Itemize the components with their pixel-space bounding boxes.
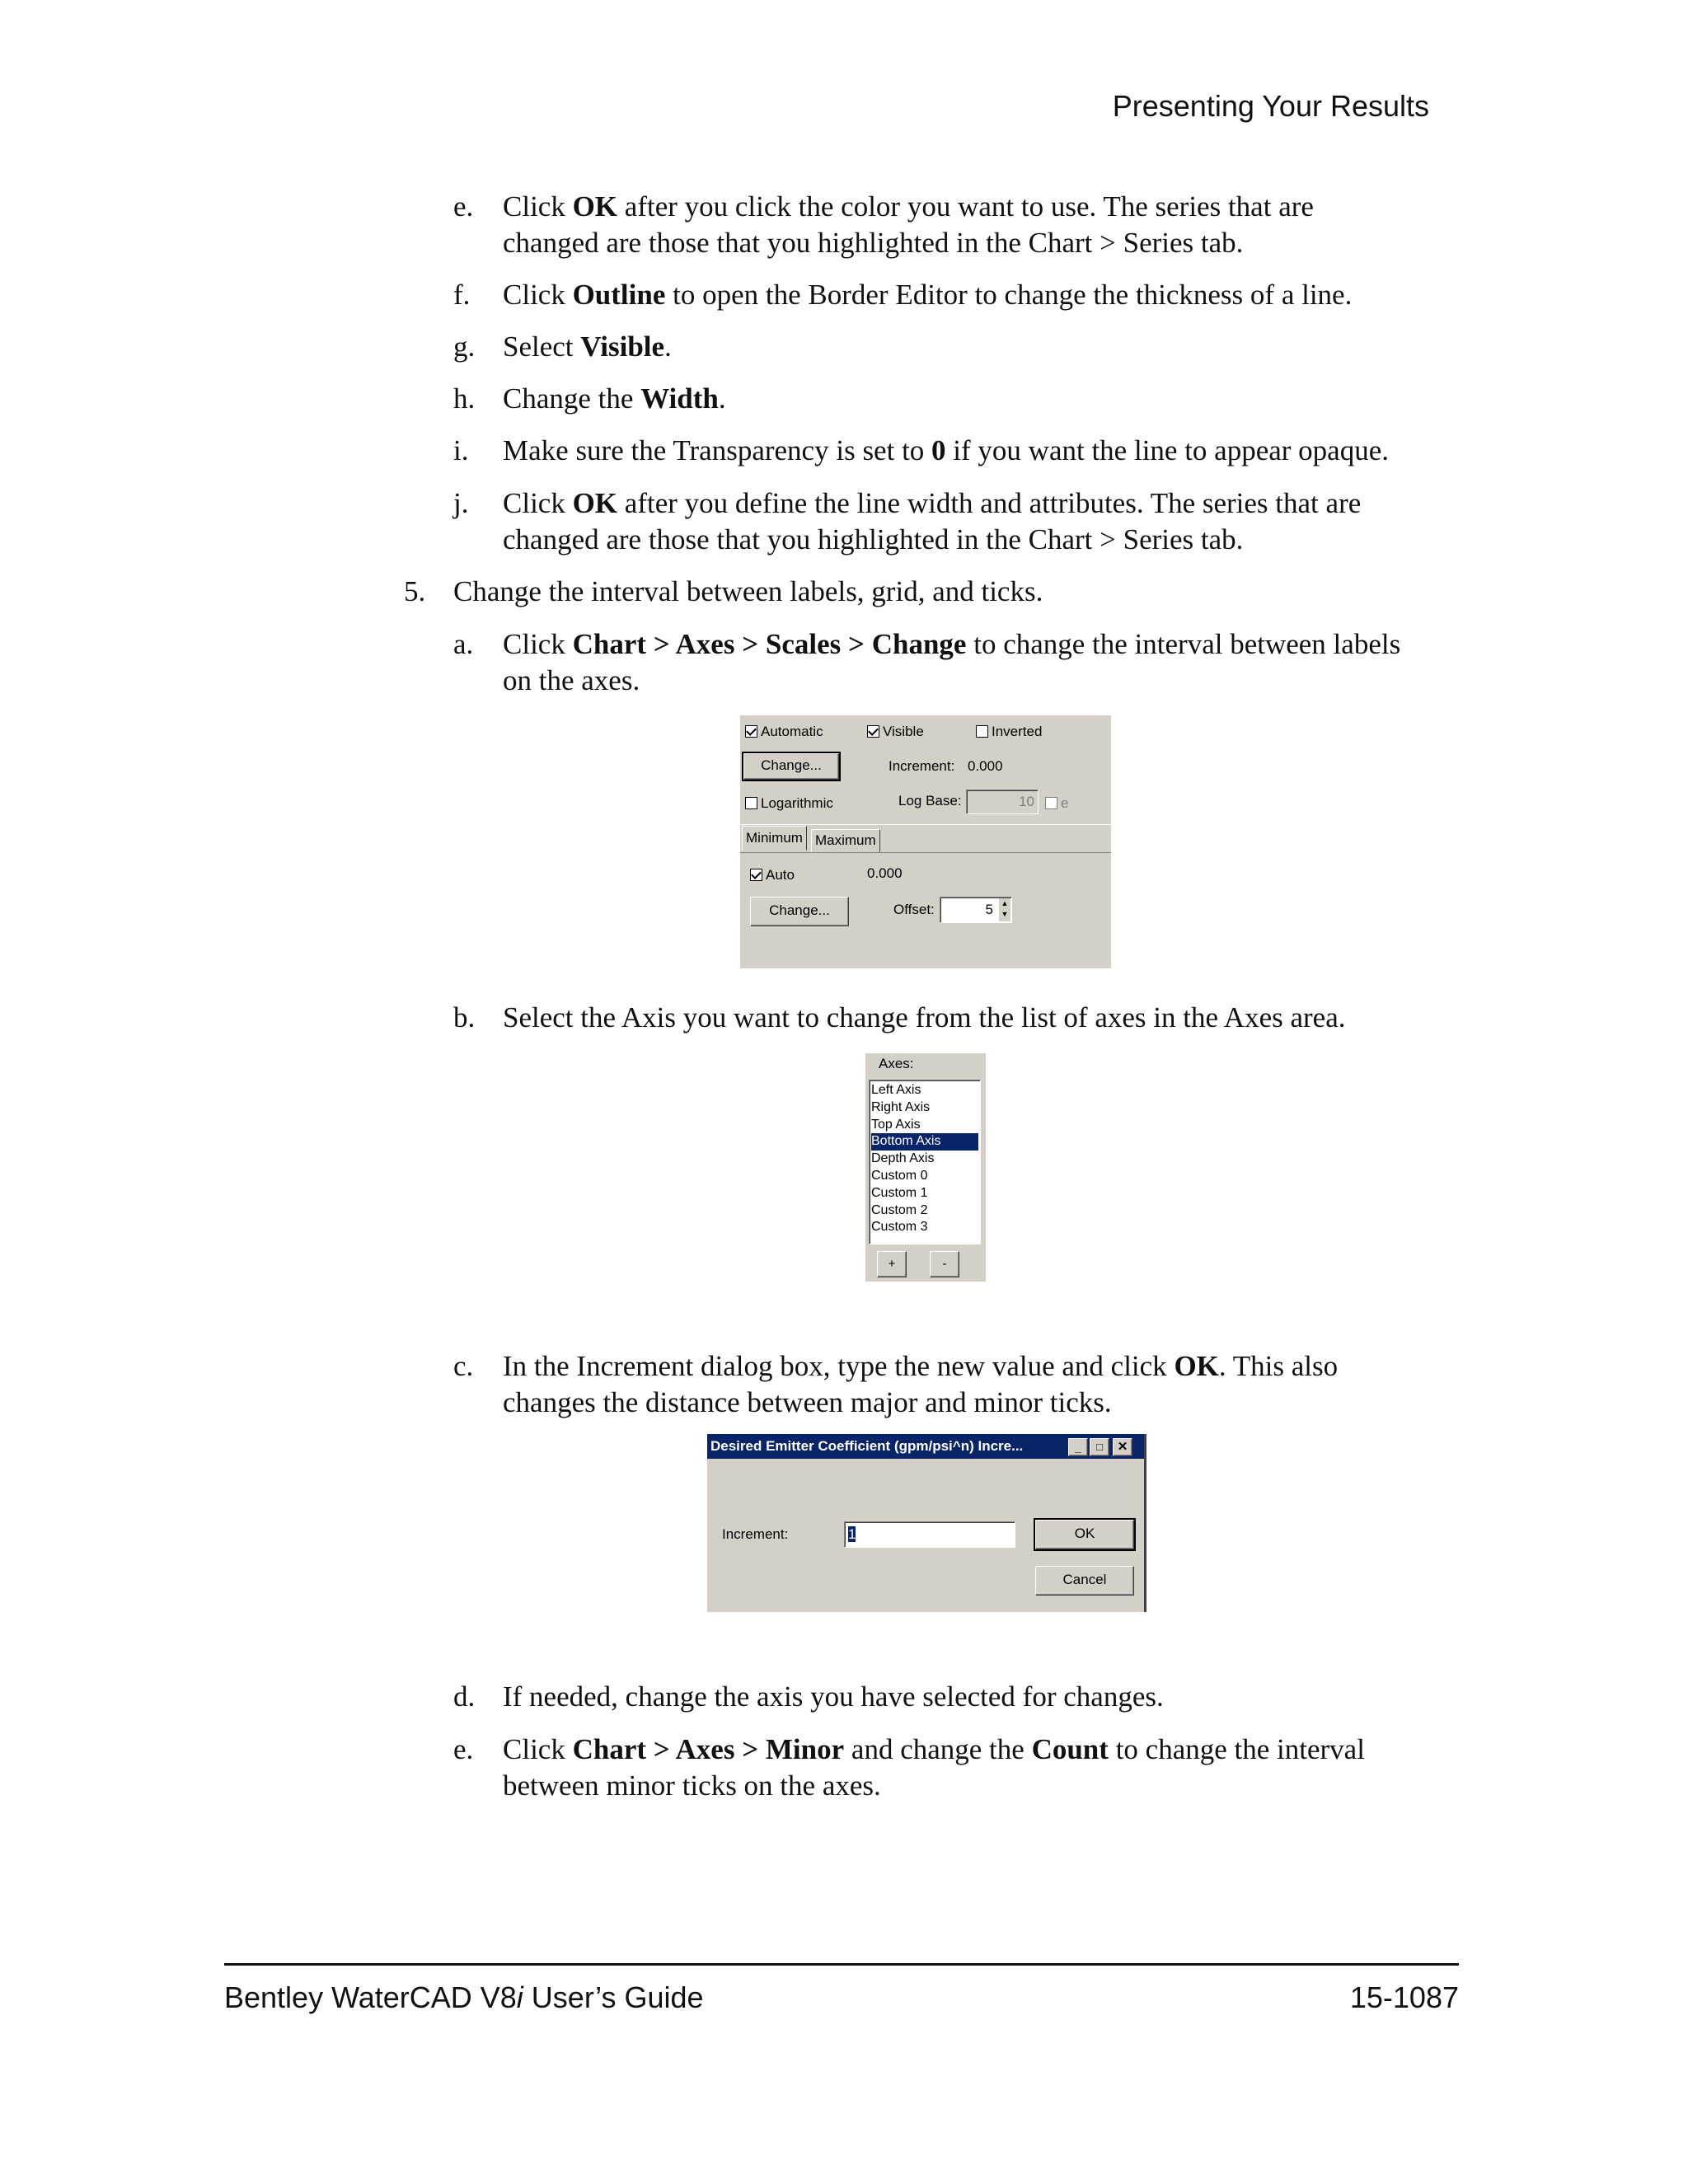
axis-item-selected[interactable]: Bottom Axis — [871, 1133, 978, 1151]
maximize-icon[interactable]: □ — [1090, 1438, 1109, 1456]
footer-title: Bentley WaterCAD V8i User’s Guide — [224, 1980, 704, 2014]
log-base-field[interactable]: 10 — [966, 790, 1039, 814]
close-icon[interactable]: ✕ — [1113, 1438, 1132, 1456]
log-base-label: Log Base: — [898, 793, 962, 808]
minimum-value: 0.000 — [867, 865, 903, 881]
tab-maximum[interactable]: Maximum — [811, 829, 880, 852]
change-increment-button[interactable]: Change... — [743, 753, 839, 780]
axis-item[interactable]: Custom 1 — [871, 1185, 928, 1200]
inverted-checkbox[interactable]: Inverted — [976, 724, 1042, 740]
axis-item[interactable]: Right Axis — [871, 1099, 931, 1114]
page-number: 15-1087 — [1349, 1980, 1459, 2014]
offset-spinner[interactable]: ▲ ▼ — [999, 898, 1010, 921]
minimize-icon[interactable]: _ — [1068, 1438, 1088, 1456]
increment-input[interactable]: 1 — [844, 1521, 1015, 1548]
automatic-checkbox[interactable]: Automatic — [745, 724, 823, 740]
axis-item[interactable]: Top Axis — [871, 1117, 921, 1132]
scales-dialog — [740, 715, 1111, 968]
offset-label: Offset: — [893, 902, 935, 917]
e-checkbox[interactable]: e — [1045, 795, 1068, 812]
axes-title: Axes: — [879, 1056, 914, 1071]
logarithmic-checkbox[interactable]: Logarithmic — [745, 795, 833, 812]
footer-rule — [224, 1963, 1459, 1966]
cancel-button[interactable]: Cancel — [1035, 1566, 1134, 1596]
ok-button[interactable]: OK — [1035, 1520, 1134, 1549]
offset-field[interactable]: 5 — [940, 897, 1012, 923]
axis-item[interactable]: Custom 3 — [871, 1220, 928, 1235]
axes-panel — [865, 1053, 986, 1282]
increment-dialog — [707, 1434, 1146, 1612]
dialog-title: Desired Emitter Coefficient (gpm/psi^n) Incre... — [710, 1438, 1024, 1454]
increment-value: 0.000 — [968, 758, 1003, 774]
remove-axis-button[interactable]: - — [930, 1251, 959, 1277]
axis-item[interactable]: Custom 2 — [871, 1202, 928, 1217]
axis-item[interactable]: Left Axis — [871, 1083, 921, 1097]
axis-item[interactable]: Custom 0 — [871, 1168, 928, 1183]
change-minimum-button[interactable]: Change... — [750, 897, 849, 926]
visible-checkbox[interactable]: Visible — [867, 724, 924, 740]
add-axis-button[interactable]: + — [877, 1251, 907, 1277]
auto-checkbox[interactable]: Auto — [750, 867, 795, 883]
increment-label: Increment: — [722, 1526, 789, 1542]
page-header: Presenting Your Results — [1112, 89, 1429, 123]
tab-minimum[interactable]: Minimum — [742, 826, 807, 851]
axis-item[interactable]: Depth Axis — [871, 1151, 935, 1166]
axes-listbox[interactable] — [869, 1080, 981, 1244]
increment-label: Increment: — [889, 758, 955, 774]
